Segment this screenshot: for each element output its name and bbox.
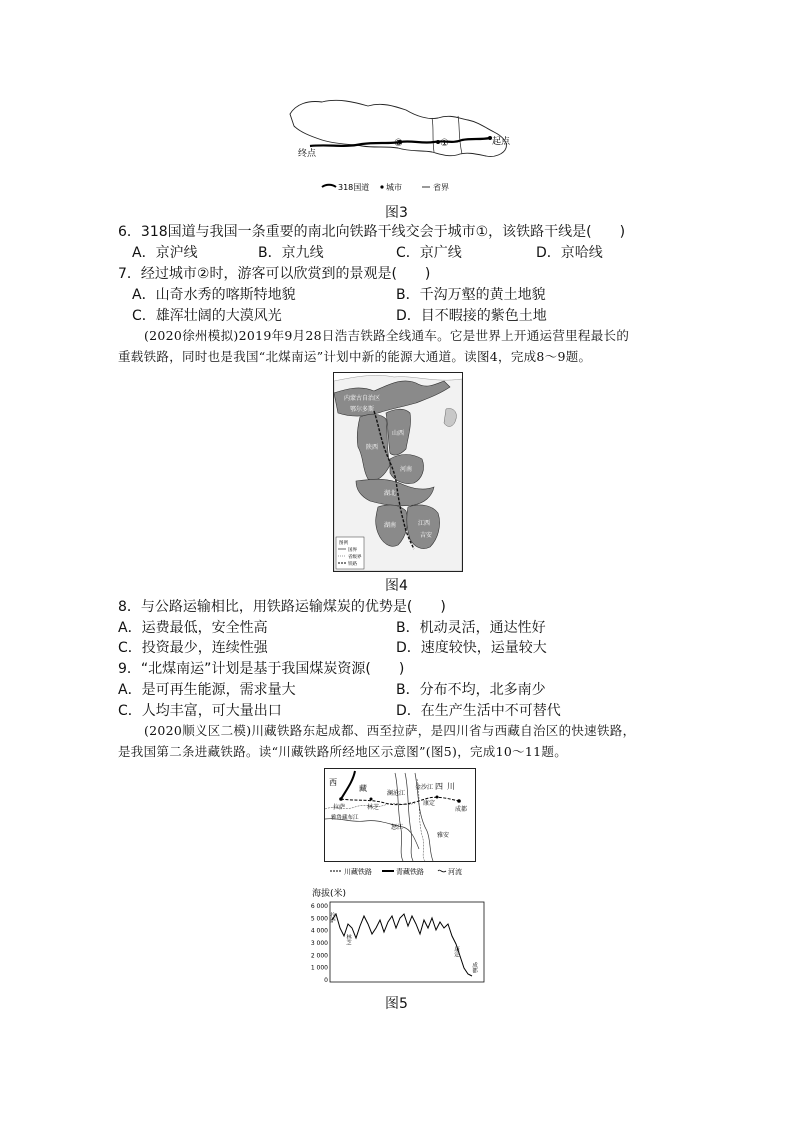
region-label: 鄂尔多斯 (350, 406, 375, 413)
map-label: 西 (329, 778, 337, 787)
question-7-stem: 7．经过城市②时，游客可以欣赏到的景观是( ) (118, 266, 431, 282)
question-7-option-b[interactable]: B．千沟万壑的黄土地貌 (396, 287, 546, 303)
profile-label-nyingchi: 林芝 (345, 934, 351, 945)
region-label: 吉安 (420, 532, 433, 539)
start-label: 起点 (492, 137, 511, 147)
profile-label-kangding: 康定 (453, 946, 459, 957)
question-6-option-d[interactable]: D．京哈线 (536, 245, 603, 261)
question-9-stem: 9．“北煤南运”计划是基于我国煤炭资源( ) (118, 661, 405, 677)
profile-ytick-label: 6 000 (310, 903, 328, 910)
map-label: 康定 (423, 800, 436, 807)
legend-city-label: 城市 (386, 183, 402, 192)
figure-3 (282, 92, 518, 196)
question-8-option-c[interactable]: C．投资最少，连续性强 (118, 640, 268, 656)
question-7-option-a[interactable]: A．山奇水秀的喀斯特地貌 (132, 287, 296, 303)
profile-ytick-label: 3 000 (310, 940, 328, 947)
question-8-option-b[interactable]: B．机动灵活，通达性好 (396, 620, 546, 636)
map-label: 澜沧江 (387, 790, 406, 797)
end-label: 终点 (298, 149, 317, 159)
map-label: 金沙江 (415, 784, 434, 791)
profile-ytick-label: 4 000 (310, 927, 328, 935)
legend-province-label: 省级界 (348, 555, 362, 560)
city-marker (457, 799, 461, 803)
question-9-option-b[interactable]: B．分布不均，北多南少 (396, 682, 546, 698)
question-9-option-c[interactable]: C．人均丰富，可大量出口 (118, 703, 282, 719)
map-label: 拉萨 (333, 804, 346, 811)
map-label: 成都 (455, 806, 468, 813)
province-border (458, 116, 462, 154)
city-marker (436, 796, 439, 799)
region-label: 湖南 (384, 522, 397, 529)
figure-5-legend (330, 863, 480, 877)
city-marker (370, 798, 373, 801)
map-label: 林芝 (367, 804, 380, 811)
city-2-label: ② (394, 138, 403, 149)
legend-qingzang-label: 青藏铁路 (396, 868, 424, 876)
question-6-option-a[interactable]: A．京沪线 (132, 245, 198, 261)
map-label: 雅安 (437, 832, 450, 839)
region-label: 河南 (400, 466, 413, 473)
figure-5-map (324, 768, 476, 862)
profile-label-lhasa: 拉萨 (329, 912, 335, 923)
question-8-option-d[interactable]: D．速度较快，运量较大 (396, 640, 547, 656)
legend-chuanzang-label: 川藏铁路 (344, 868, 372, 876)
question-9-option-a[interactable]: A．是可再生能源，需求量大 (118, 682, 296, 698)
map-label: 雅鲁藏布江 (331, 815, 359, 821)
question-6-option-b[interactable]: B．京九线 (258, 245, 324, 261)
question-9-option-d[interactable]: D．在生产生活中不可替代 (396, 703, 561, 719)
legend-border-label: 省界 (433, 183, 449, 192)
passage-8-9-line1: (2020徐州模拟)2019年9月28日浩吉铁路全线通车。它是世界上开通运营里程最长的 (144, 328, 630, 343)
profile-ylabel: 海拔(米) (312, 889, 347, 899)
map-label: 川 (447, 782, 455, 791)
question-8-stem: 8．与公路运输相比，用铁路运输煤炭的优势是( ) (118, 599, 446, 615)
legend-title: 图例 (339, 541, 348, 546)
profile-ytick-label: 0 (324, 977, 328, 984)
legend-route-label: 318国道 (338, 183, 370, 192)
passage-10-11-line2: 是我国第二条进藏铁路。读“川藏铁路所经地区示意图”(图5)，完成10～11题。 (118, 744, 567, 759)
city-marker (339, 797, 343, 801)
profile-ytick-label: 2 000 (310, 952, 328, 960)
figure-3-caption: 图3 (385, 205, 408, 221)
region-label: 湖北 (384, 490, 397, 497)
passage-8-9-line2: 重载铁路，同时也是我国“北煤南运”计划中新的能源大通道。读图4，完成8～9题。 (118, 349, 592, 364)
profile-label-chengdu: 成都 (471, 962, 477, 973)
elevation-profile-line (332, 914, 472, 976)
figure-4 (333, 372, 463, 572)
map-label: 藏 (359, 784, 367, 793)
province-border (432, 118, 434, 152)
question-6-option-c[interactable]: C．京广线 (396, 245, 462, 261)
figure-4-map (334, 373, 462, 571)
legend-railway-label: 铁路 (348, 562, 357, 567)
question-7-option-d[interactable]: D．目不暇接的紫色土地 (396, 308, 547, 324)
city-1-label: ① (440, 138, 449, 149)
legend-river-symbol (438, 870, 446, 872)
profile-frame (330, 902, 484, 982)
figure-4-caption: 图4 (385, 578, 408, 594)
legend-border-label: 国界 (348, 548, 357, 553)
legend-city-symbol (380, 185, 383, 188)
region-label: 山西 (392, 430, 405, 437)
figure-5-caption: 图5 (385, 996, 408, 1012)
region-label: 江西 (418, 520, 431, 527)
profile-ytick-label: 5 000 (310, 915, 328, 923)
question-6-stem: 6．318国道与我国一条重要的南北向铁路干线交会于城市①，该铁路干线是( ) (118, 224, 626, 240)
region-label: 内蒙古自治区 (344, 395, 381, 402)
map-label: 四 (435, 782, 443, 791)
legend-river-label: 河流 (448, 868, 462, 876)
figure-5-profile (290, 884, 490, 988)
passage-10-11-line1: (2020顺义区二模)川藏铁路东起成都、西至拉萨，是四川省与西藏自治区的快速铁路， (144, 723, 636, 738)
region-label: 陕西 (366, 444, 379, 451)
figure-3-map (282, 92, 518, 196)
question-7-option-c[interactable]: C．雄浑壮阔的大漠风光 (132, 308, 282, 324)
legend-route-symbol (322, 185, 336, 187)
map-label: 怒江 (391, 824, 404, 831)
profile-ytick-label: 1 000 (310, 964, 328, 972)
question-8-option-a[interactable]: A．运费最低，安全性高 (118, 620, 268, 636)
